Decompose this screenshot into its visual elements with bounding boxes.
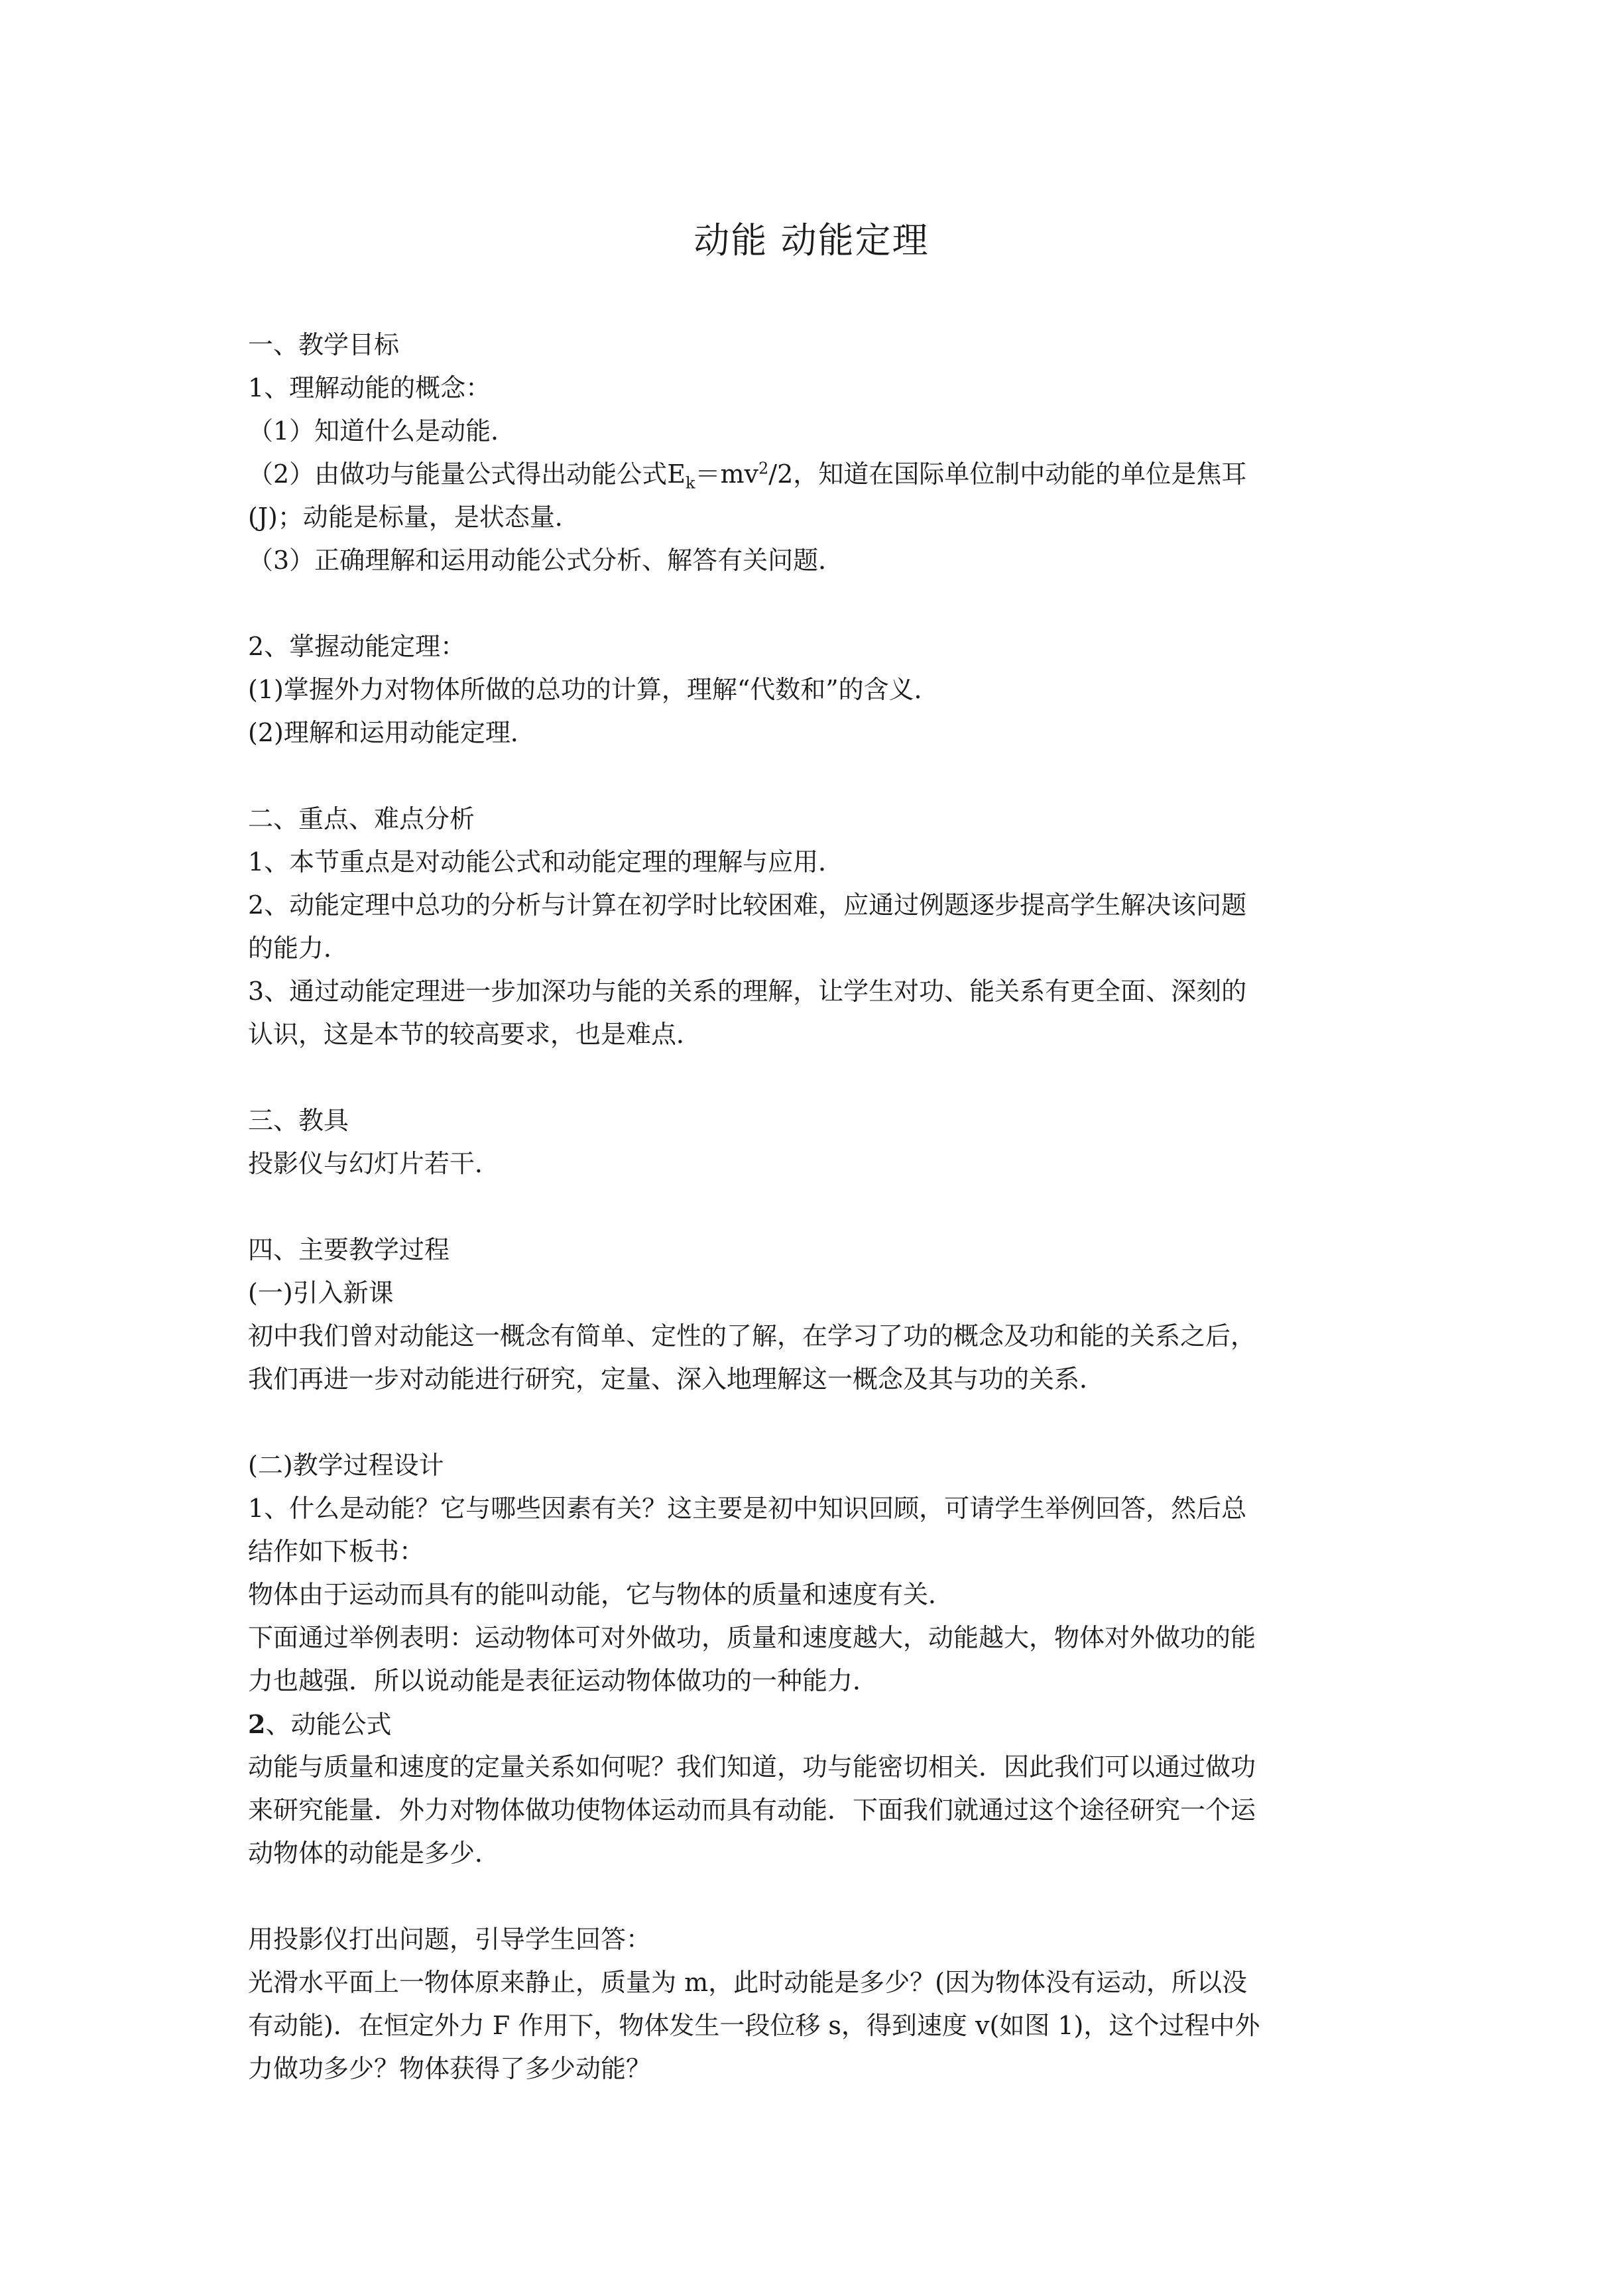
objective-1-3: （3）正确理解和运用动能公式分析、解答有关问题．: [248, 546, 844, 575]
formula-mv: ＝mv: [695, 459, 758, 489]
subsection-kinetic-formula: [248, 1703, 1388, 1746]
subsection-number: 2: [248, 1709, 266, 1739]
question-1-cont: 结作如下板书：: [248, 1537, 425, 1566]
projector-prompt: 用投影仪打出问题，引导学生回答：: [248, 1925, 652, 1954]
section-heading-process: 四、主要教学过程: [248, 1235, 450, 1264]
key-point-2: 2、动能定理中总功的分析与计算在初学时比较困难，应通过例题逐步提高学生解决该问题: [248, 890, 1247, 920]
key-point-3: 3、通过动能定理进一步加深功与能的关系的理解，让学生对功、能关系有更全面、深刻的: [248, 977, 1247, 1006]
document-title: 动能 动能定理: [693, 219, 930, 261]
formula-k-subscript: k: [685, 473, 695, 493]
problem-text-cont-2: 力做功多少？物体获得了多少动能？: [248, 2054, 652, 2083]
objective-1-2: [248, 453, 1388, 496]
subsection-introduction: (一)引入新课: [248, 1278, 394, 1307]
objective-1-2-text-tail: /2，知道在国际单位制中动能的单位是焦耳: [768, 459, 1247, 489]
formula-intro-cont-1: 来研究能量．外力对物体做功使物体运动而具有动能．下面我们就通过这个途径研究一个运: [248, 1795, 1256, 1825]
key-point-1: 1、本节重点是对动能公式和动能定理的理解与应用．: [248, 847, 844, 876]
section-heading-key-points: 二、重点、难点分析: [248, 804, 475, 833]
problem-text-cont-1: 有动能)．在恒定外力 F 作用下，物体发生一段位移 s，得到速度 v(如图 1)，这个过程中外: [248, 2011, 1260, 2040]
formula-intro-cont-2: 动物体的动能是多少．: [248, 1839, 501, 1868]
example-text-cont: 力也越强．所以说动能是表征运动物体做功的一种能力．: [248, 1666, 878, 1695]
problem-text: 光滑水平面上一物体原来静止，质量为 m，此时动能是多少？(因为物体没有运动，所以没: [248, 1968, 1247, 1997]
formula-square-superscript: 2: [758, 459, 769, 478]
objective-2-2: (2)理解和运用动能定理．: [248, 718, 536, 747]
question-1: 1、什么是动能？它与哪些因素有关？这主要是初中知识回顾，可请学生举例回答，然后总: [248, 1494, 1247, 1523]
formula-e: E: [667, 459, 686, 489]
objective-2: 2、掌握动能定理：: [248, 632, 466, 661]
formula-intro: 动能与质量和速度的定量关系如何呢？我们知道，功与能密切相关．因此我们可以通过做功: [248, 1752, 1256, 1782]
subsection-process-design: (二)教学过程设计: [248, 1451, 444, 1480]
document-body: [248, 324, 1388, 2090]
objective-1-1: （1）知道什么是动能．: [248, 416, 516, 446]
objective-2-1: (1)掌握外力对物体所做的总功的计算，理解“代数和”的含义．: [248, 675, 939, 704]
example-text: 下面通过举例表明：运动物体可对外做功，质量和速度越大，动能越大，物体对外做功的能: [248, 1623, 1256, 1652]
introduction-text-cont: 我们再进一步对动能进行研究，定量、深入地理解这一概念及其与功的关系．: [248, 1364, 1105, 1394]
section-heading-teaching-aids: 三、教具: [248, 1106, 349, 1135]
key-point-3-cont: 认识，这是本节的较高要求，也是难点．: [248, 1020, 702, 1049]
teaching-aids-text: 投影仪与幻灯片若干．: [248, 1149, 501, 1178]
objective-1-2-text: （2）由做功与能量公式得出动能公式: [248, 459, 668, 489]
objective-1-2-cont: (J)；动能是标量，是状态量．: [248, 503, 580, 532]
board-note: 物体由于运动而具有的能叫动能，它与物体的质量和速度有关．: [248, 1580, 954, 1609]
section-heading-objectives: 一、教学目标: [248, 330, 400, 359]
introduction-text: 初中我们曾对动能这一概念有简单、定性的了解，在学习了功的概念及功和能的关系之后，: [248, 1321, 1256, 1351]
subsection-label: 、动能公式: [265, 1710, 392, 1739]
key-point-2-cont: 的能力．: [248, 934, 349, 963]
objective-1: 1、理解动能的概念：: [248, 373, 491, 402]
